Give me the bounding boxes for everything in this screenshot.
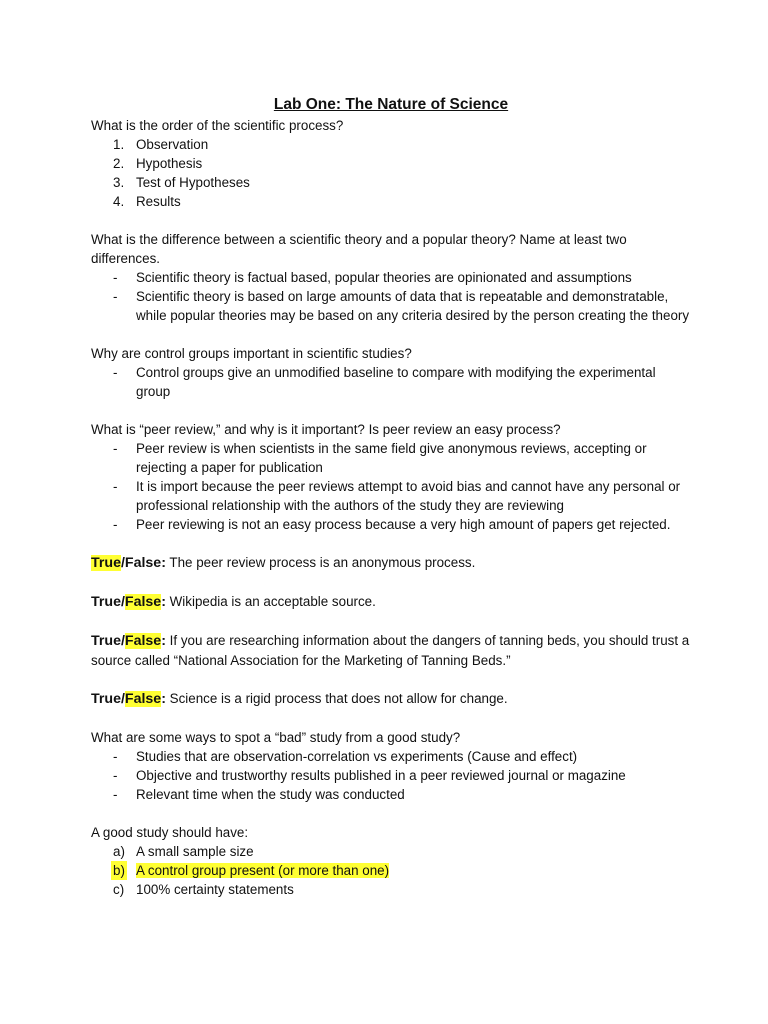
option-item [91, 842, 691, 861]
dash-bullet: - [113, 787, 118, 802]
option-letter: b) [113, 863, 125, 878]
true-false-item-3 [91, 631, 691, 670]
slash: / [120, 691, 125, 707]
slash: / [120, 633, 125, 649]
peer-review-answers [91, 439, 691, 534]
colon: : [161, 633, 166, 649]
list-item [91, 287, 691, 325]
document-title: Lab One: The Nature of Science [273, 96, 509, 113]
question-bad-study: What are some ways to spot a “bad” study from a good study? [91, 730, 461, 745]
true-label: True [91, 555, 121, 571]
bad-study-answers [91, 747, 691, 804]
false-label: False [124, 691, 162, 707]
scientific-process-list [91, 135, 691, 211]
option-text: 100% certainty statements [136, 882, 294, 897]
question-good-study: A good study should have: [91, 825, 249, 840]
option-item-selected [91, 861, 691, 880]
true-false-item-4 [91, 689, 691, 709]
list-text: Relevant time when the study was conducted [136, 787, 405, 802]
list-item [91, 268, 691, 287]
option-text: A control group present (or more than one) [136, 863, 390, 878]
question-scientific-process: What is the order of the scientific process? [91, 118, 344, 133]
list-text: Test of Hypotheses [136, 175, 250, 190]
list-item [91, 785, 691, 804]
false-label: False [124, 555, 162, 571]
option-letter: c) [113, 882, 125, 897]
tf-statement: If you are researching information about the dangers of tanning beds, you should trust a source called “National Association for the Marketing of Tanning Beds.” [91, 633, 690, 668]
colon: : [161, 691, 166, 707]
dash-bullet: - [113, 270, 118, 285]
list-item [91, 747, 691, 766]
question-control-groups: Why are control groups important in scientific studies? [91, 346, 412, 361]
list-text: Results [136, 194, 181, 209]
dash-bullet: - [113, 365, 118, 380]
false-label: False [124, 594, 162, 610]
list-number: 2. [113, 156, 125, 171]
list-item [91, 439, 691, 477]
option-item [91, 880, 691, 899]
list-text: Observation [136, 137, 209, 152]
true-label: True [91, 633, 121, 649]
good-study-options [91, 842, 691, 899]
question-peer-review: What is “peer review,” and why is it important? Is peer review an easy process? [91, 422, 561, 437]
list-item [91, 515, 691, 534]
list-text: Peer reviewing is not an easy process because a very high amount of papers get rejected. [136, 517, 671, 532]
dash-bullet: - [113, 289, 118, 304]
document-page [91, 94, 691, 899]
list-text: Studies that are observation-correlation vs experiments (Cause and effect) [136, 749, 578, 764]
true-false-item-2 [91, 592, 691, 612]
question-theory-difference: What is the difference between a scientific theory and a popular theory? Name at least two differences. [91, 232, 627, 266]
true-false-item-1 [91, 553, 691, 573]
slash: / [120, 555, 125, 571]
list-text: Scientific theory is factual based, popular theories are opinionated and assumptions [136, 270, 632, 285]
list-number: 1. [113, 137, 125, 152]
tf-statement: The peer review process is an anonymous process. [165, 555, 476, 570]
list-text: Control groups give an unmodified baseline to compare with modifying the experimental group [136, 365, 656, 399]
dash-bullet: - [113, 517, 118, 532]
list-item [91, 477, 691, 515]
list-text: Objective and trustworthy results published in a peer reviewed journal or magazine [136, 768, 626, 783]
list-item [91, 766, 691, 785]
list-item [91, 192, 691, 211]
dash-bullet: - [113, 479, 118, 494]
list-number: 4. [113, 194, 125, 209]
list-item [91, 173, 691, 192]
control-groups-answers [91, 363, 691, 401]
option-letter: a) [113, 844, 125, 859]
list-text: Peer review is when scientists in the same field give anonymous reviews, accepting or rejecting a paper for publication [136, 441, 647, 475]
false-label: False [124, 633, 162, 649]
tf-statement: Wikipedia is an acceptable source. [165, 594, 376, 609]
list-number: 3. [113, 175, 125, 190]
dash-bullet: - [113, 749, 118, 764]
list-item [91, 154, 691, 173]
option-text: A small sample size [136, 844, 254, 859]
list-text: Scientific theory is based on large amounts of data that is repeatable and demonstratable, while popular theories may be based on any criteria desired by the person creating the theory [136, 289, 690, 323]
true-label: True [91, 691, 121, 707]
list-text: Hypothesis [136, 156, 203, 171]
theory-difference-answers [91, 268, 691, 325]
colon: : [161, 594, 166, 610]
list-text: It is import because the peer reviews attempt to avoid bias and cannot have any personal or professional relationship with the authors of the study they are reviewing [136, 479, 681, 513]
colon: : [161, 555, 166, 571]
tf-statement: Science is a rigid process that does not allow for change. [165, 691, 508, 706]
slash: / [120, 594, 125, 610]
list-item [91, 135, 691, 154]
list-item [91, 363, 691, 401]
true-label: True [91, 594, 121, 610]
dash-bullet: - [113, 441, 118, 456]
dash-bullet: - [113, 768, 118, 783]
